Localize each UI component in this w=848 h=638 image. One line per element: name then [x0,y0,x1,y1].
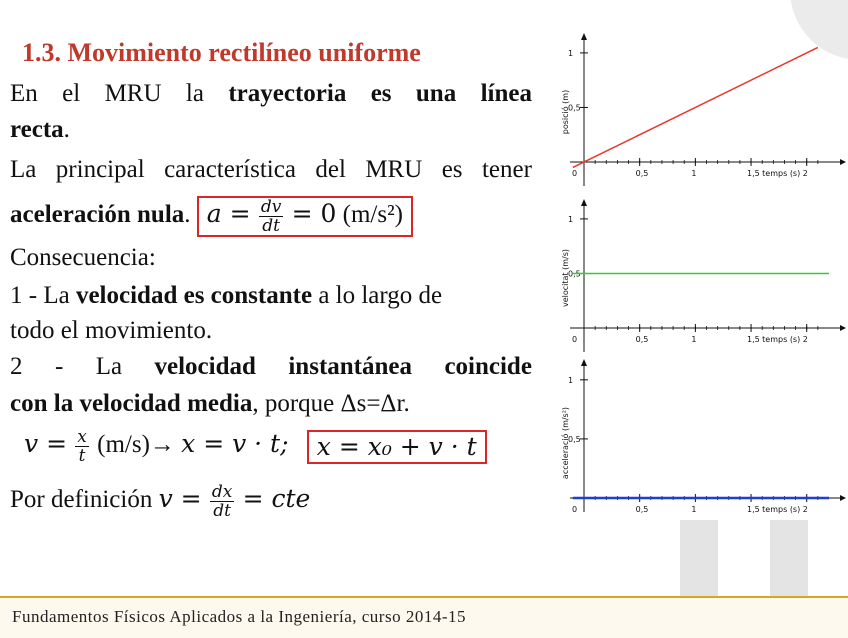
x-tick-label: 1 [691,169,697,178]
x-tick-label: 1,5 [747,335,760,344]
x-axis-arrow [840,495,846,501]
y-axis-label: acceleració (m/s²) [561,406,570,480]
position-formula-box: x = x₀ + v · t [307,430,487,464]
series-line [573,47,818,167]
y-tick-label: 1 [568,375,574,385]
x-axis-arrow [840,325,846,331]
y-axis-arrow [581,33,587,40]
y-tick-label: 1 [568,214,574,224]
x-tick-label: 2 [802,335,808,344]
slide-title: 1.3. Movimiento rectilíneo uniforme [22,38,421,67]
para1-line2: recta. [10,116,70,143]
x-tick-label: 0,5 [635,505,649,514]
x-tick-label: 1 [691,505,697,514]
x-tick-label: 2 [802,505,808,514]
y-axis-label: velocitat (m/s) [561,248,570,308]
x-tick-label: 0 [572,505,578,514]
y-tick-label: 0,5 [568,269,581,279]
x-tick-label: 0 [572,335,578,344]
x-tick-label: 0,5 [635,335,649,344]
footer-text: Fundamentos Físicos Aplicados a la Ingeniería, curso 2014-15 [12,607,466,626]
decor-bar-left [680,520,718,596]
x-tick-label: 1,5 [747,505,760,514]
y-tick-label: 0,5 [568,434,581,444]
y-tick-label: 1 [568,48,574,58]
footer-bar [0,596,848,638]
y-axis-arrow [581,359,587,366]
x-axis-label: temps (s) [762,505,801,514]
y-axis-label: posició (m) [561,89,570,135]
para1-line1: En el MRU la trayectoria es una línea [10,80,532,107]
x-axis-label: temps (s) [762,335,801,344]
velocity-equation: v = $\frac{x}{t}$ (m/s)→ x = v · t; x = x₀ + v · t [24,428,487,465]
fraction: $\frac{x}{t}$ [77,427,87,466]
fraction: $\frac{dx}{dt}$ [211,482,233,521]
y-axis-arrow [581,199,587,206]
definition-equation: Por definición v = $\frac{dx}{dt}$ = cte [10,482,311,521]
x-tick-label: 0 [572,169,578,178]
x-axis-label: temps (s) [762,169,801,178]
chart-2 [561,199,846,352]
acceleration-formula-box: a = $\frac{dv}{dt}$ = 0 (m/s²) [197,196,413,237]
consecuencia: Consecuencia: [10,244,156,271]
x-axis-arrow [840,159,846,165]
fraction: $\frac{dv}{dt}$ [260,197,282,236]
x-tick-label: 1 [691,335,697,344]
motion-graphs [550,20,846,530]
item2-line1: 2 - La velocidad instantánea coincide [10,353,532,380]
item1-line2: todo el movimiento. [10,317,213,344]
chart-1 [560,33,846,186]
y-tick-label: 0,5 [568,103,581,113]
x-tick-label: 0,5 [635,169,649,178]
x-tick-label: 2 [802,169,808,178]
item2-line2: con la velocidad media, porque Δs=Δr. [10,390,410,417]
item1-line1: 1 - La velocidad es constante a lo largo de [10,282,443,309]
chart-3 [560,359,846,514]
x-tick-label: 1,5 [747,169,760,178]
decor-bar-right [770,520,808,596]
para2-line2: aceleración nula. a = $\frac{dv}{dt}$ = 0 (m/s²) [10,196,413,237]
para2-line1: La principal característica del MRU es tener [10,156,532,183]
